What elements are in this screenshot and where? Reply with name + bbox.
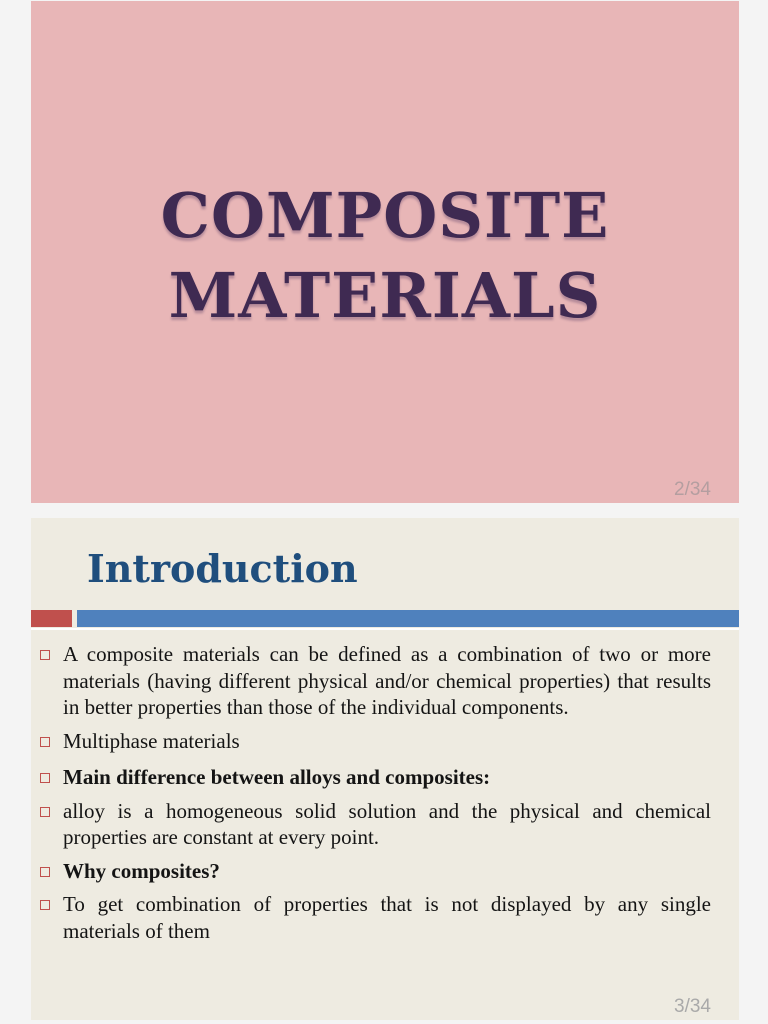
bullet-item <box>39 641 711 721</box>
square-bullet-icon <box>40 867 50 877</box>
bullet-item <box>39 728 711 755</box>
page-number: 2/34 <box>674 479 711 500</box>
square-bullet-icon <box>40 773 50 783</box>
slide-title-line-2: MATERIALS <box>168 259 602 332</box>
intro-slide <box>31 518 739 1020</box>
bullet-text: A composite materials can be defined as a combination of two or more materials (having different physical and/or chemical properties) that results in better properties than those of the individual components. <box>63 642 711 719</box>
bullet-text: Multiphase materials <box>63 728 240 753</box>
bullet-text: Main difference between alloys and composites: <box>63 765 491 789</box>
square-bullet-icon <box>40 900 50 910</box>
title-slide <box>31 1 739 503</box>
accent-bar-blue <box>77 610 739 627</box>
bullet-text: Why composites? <box>63 858 220 883</box>
square-bullet-icon <box>40 737 50 747</box>
slide-title-line-1: COMPOSITE <box>160 179 610 252</box>
square-bullet-icon <box>40 650 50 660</box>
bullet-text: To get combination of properties that is not displayed by any single materials of them <box>63 892 711 943</box>
slide-heading: Introduction <box>87 546 358 591</box>
page-number: 3/34 <box>674 996 711 1017</box>
bullet-item <box>39 764 711 791</box>
bullet-item <box>39 798 711 851</box>
bullet-list <box>39 641 711 951</box>
accent-bar-red <box>31 610 72 627</box>
square-bullet-icon <box>40 807 50 817</box>
bullet-item <box>39 858 711 885</box>
bullet-text: alloy is a homogeneous solid solution and the physical and chemical properties are constant at every point. <box>63 798 711 849</box>
divider <box>31 628 739 630</box>
bullet-item <box>39 891 711 944</box>
